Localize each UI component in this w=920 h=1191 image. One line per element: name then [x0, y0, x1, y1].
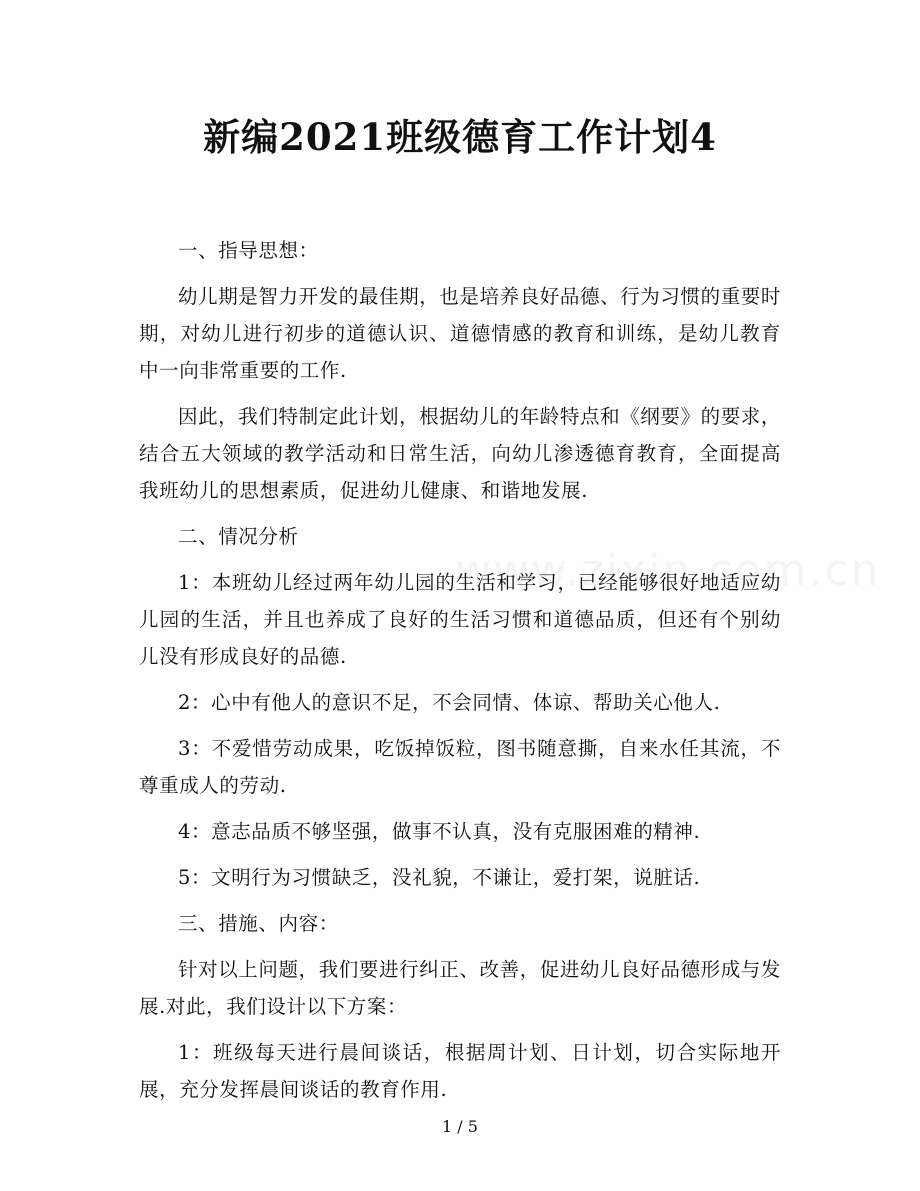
list-item: 3：不爱惜劳动成果，吃饭掉饭粒，图书随意撕，自来水任其流，不尊重成人的劳动. [139, 737, 781, 797]
section-heading-measures: 三、措施、内容： [178, 912, 339, 935]
document-title: 新编2021班级德育工作计划4 [203, 115, 717, 159]
section-heading-guiding-thought: 一、指导思想： [178, 239, 319, 262]
paragraph: 针对以上问题，我们要进行纠正、改善，促进幼儿良好品德形成与发展.对此，我们设计以下方案： [139, 958, 782, 1018]
paragraph: 因此，我们特制定此计划，根据幼儿的年龄特点和《纲要》的要求，结合五大领域的教学活动和日常生活，向幼儿渗透德育教育，全面提高我班幼儿的思想素质，促进幼儿健康、和谐地发展. [139, 405, 782, 502]
page-number: 1 / 5 [442, 1117, 478, 1136]
paragraph: 幼儿期是智力开发的最佳期，也是培养良好品德、行为习惯的重要时期，对幼儿进行初步的道德认识、道德情感的教育和训练，是幼儿教育中一向非常重要的工作. [139, 285, 782, 382]
list-item: 1：班级每天进行晨间谈话，根据周计划、日计划，切合实际地开展，充分发挥晨间谈话的教育作用. [139, 1041, 781, 1101]
list-item: 4：意志品质不够坚强，做事不认真，没有克服困难的精神. [178, 820, 701, 843]
list-item: 2：心中有他人的意识不足，不会同情、体谅、帮助关心他人. [178, 691, 721, 714]
list-item: 1：本班幼儿经过两年幼儿园的生活和学习，已经能够很好地适应幼儿园的生活，并且也养成了良好的生活习惯和道德品质，但还有个别幼儿没有形成良好的品德. [139, 571, 781, 668]
section-heading-situation-analysis: 二、情况分析 [178, 525, 299, 548]
document-body [139, 232, 781, 1117]
list-item: 5：文明行为习惯缺乏，没礼貌，不谦让，爱打架，说脏话. [178, 866, 701, 889]
